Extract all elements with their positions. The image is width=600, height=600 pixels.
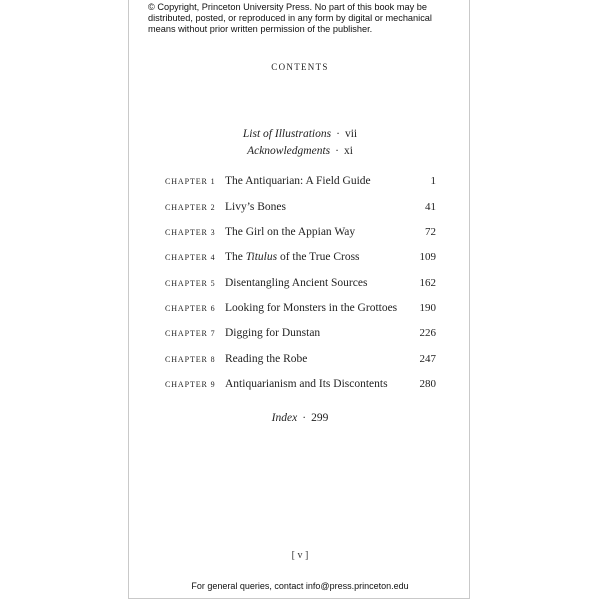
chapter-label: CHAPTER 2 [165, 203, 216, 212]
front-matter-entry-illustrations[interactable] [0, 128, 600, 140]
chapter-page: 247 [419, 353, 436, 365]
chapter-title: Digging for Dunstan [225, 327, 321, 339]
page-folio: [ v ] [291, 550, 309, 561]
chapter-page: 280 [419, 378, 436, 390]
chapter-title: Looking for Monsters in the Grottoes [225, 302, 398, 314]
chapter-label: CHAPTER 8 [165, 355, 216, 364]
chapter-title: Reading the Robe [225, 353, 308, 365]
chapter-page: 109 [419, 251, 436, 263]
chapter-label: CHAPTER 9 [165, 380, 216, 389]
chapter-title: Livy’s Bones [225, 201, 287, 213]
entry-separator: · [336, 128, 340, 140]
index-entry[interactable] [0, 412, 600, 424]
copyright-line: distributed, posted, or reproduced in any form by digital or mechanical [148, 13, 432, 23]
copyright-line: means without prior written permission of the publisher. [148, 24, 373, 34]
chapter-page: 190 [419, 302, 436, 314]
chapter-label: CHAPTER 7 [165, 329, 216, 338]
entry-page: xi [343, 145, 353, 157]
chapter-row-7[interactable] [165, 327, 436, 343]
chapter-label: CHAPTER 1 [165, 177, 216, 186]
chapter-row-6[interactable] [165, 302, 436, 318]
chapter-row-1[interactable] [165, 175, 436, 191]
copyright-line: © Copyright, Princeton University Press. No part of this book may be [148, 2, 427, 12]
entry-title: Index [271, 412, 298, 424]
chapter-title: Antiquarianism and Its Discontents [225, 378, 388, 390]
chapter-page: 1 [430, 175, 436, 187]
chapter-title-suffix: of the True Cross [277, 251, 360, 263]
chapter-page: 162 [419, 277, 436, 289]
copyright-notice [148, 2, 468, 35]
entry-separator: · [335, 145, 339, 157]
chapter-title: The Antiquarian: A Field Guide [225, 175, 371, 187]
chapter-row-3[interactable] [165, 226, 436, 242]
chapter-page: 41 [425, 201, 436, 213]
chapter-page: 226 [419, 327, 436, 339]
chapter-row-2[interactable] [165, 201, 436, 217]
contents-heading: CONTENTS [271, 62, 329, 72]
page-frame [128, 0, 470, 599]
chapter-page: 72 [425, 226, 436, 238]
chapter-row-5[interactable] [165, 277, 436, 293]
entry-title: Acknowledgments [247, 145, 331, 157]
chapter-title-italic: Titulus [245, 251, 278, 263]
chapter-label: CHAPTER 3 [165, 228, 216, 237]
entry-title: List of Illustrations [242, 128, 332, 140]
chapter-title-prefix: The [225, 251, 246, 263]
entry-page: vii [344, 128, 358, 140]
chapter-title [225, 251, 360, 263]
general-queries-footer: For general queries, contact info@press.princeton.edu [191, 581, 409, 591]
chapter-label: CHAPTER 6 [165, 304, 216, 313]
chapter-title: Disentangling Ancient Sources [225, 277, 368, 289]
chapter-title: The Girl on the Appian Way [225, 226, 356, 238]
chapter-label: CHAPTER 4 [165, 253, 216, 262]
entry-separator: · [302, 412, 307, 424]
front-matter-entry-acknowledgments[interactable] [0, 145, 600, 157]
chapter-row-9[interactable] [165, 378, 436, 394]
chapter-label: CHAPTER 5 [165, 279, 216, 288]
chapter-row-4[interactable] [165, 251, 436, 267]
chapter-row-8[interactable] [165, 353, 436, 369]
entry-page: 299 [311, 412, 329, 424]
